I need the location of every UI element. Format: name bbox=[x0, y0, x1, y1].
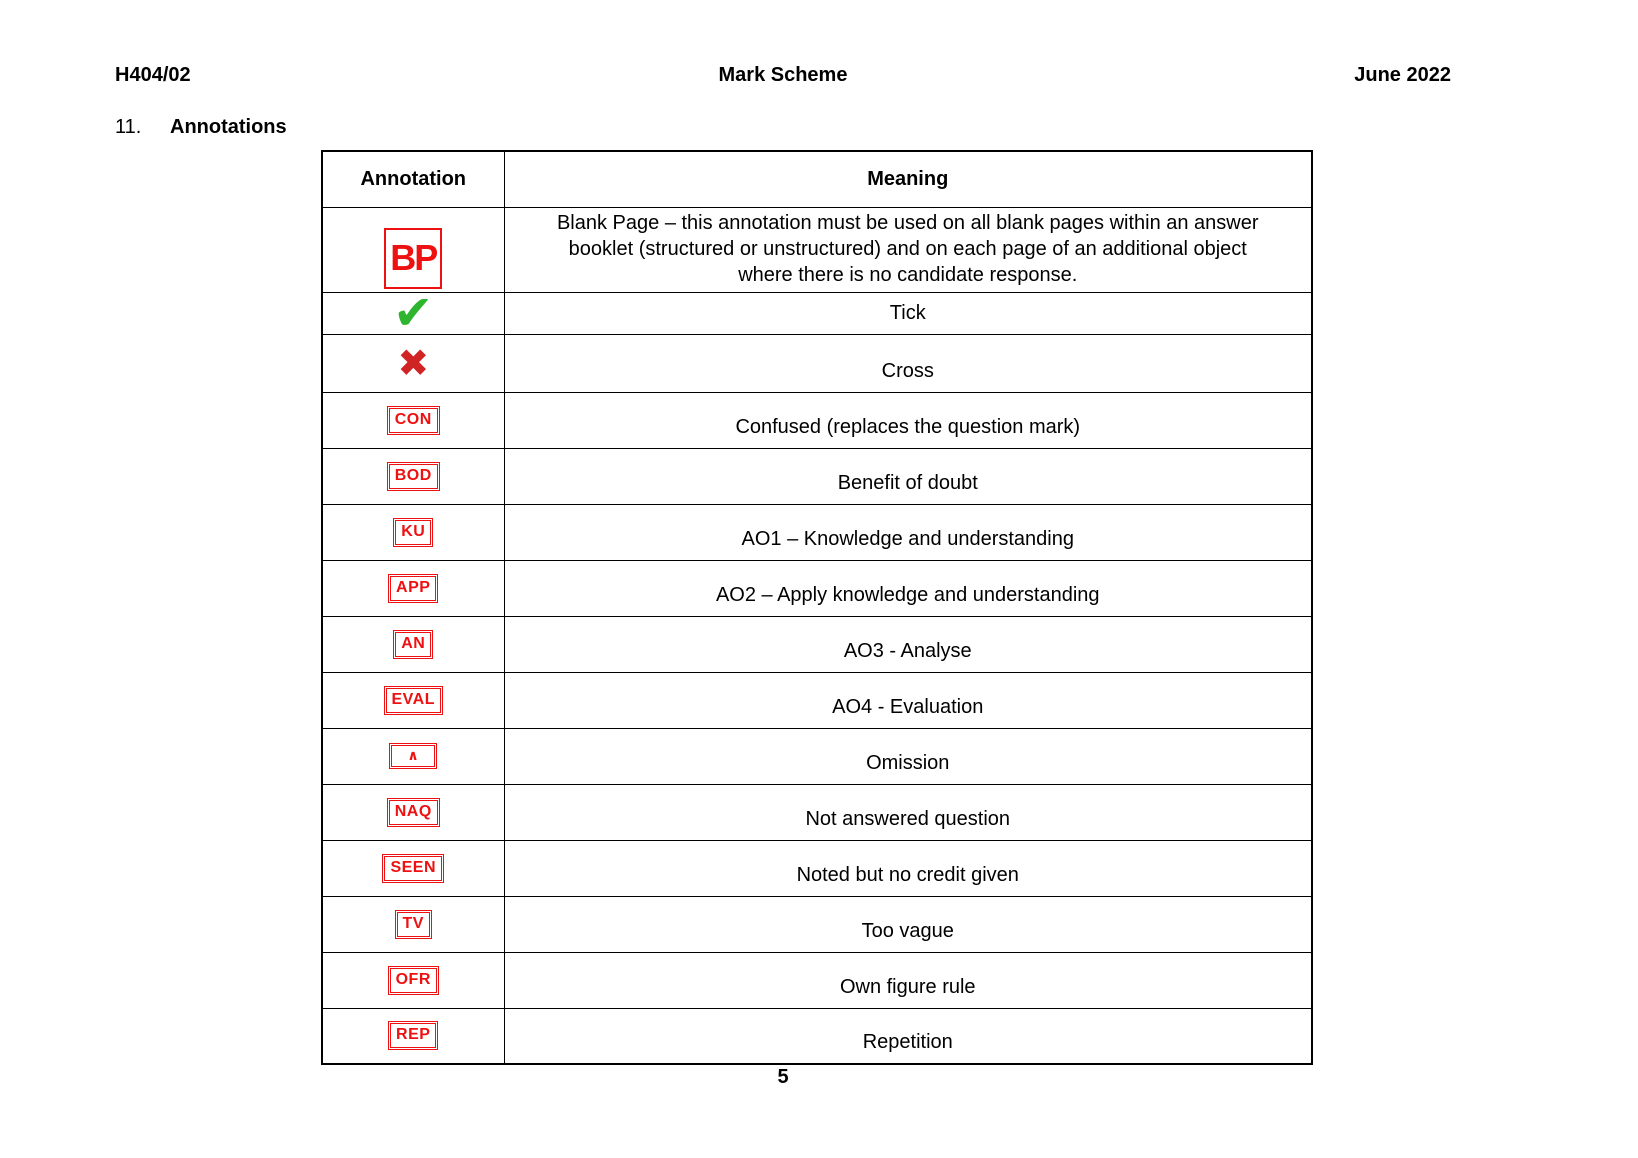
meaning-text: Benefit of doubt bbox=[504, 448, 1312, 504]
cross-icon: ✖ bbox=[397, 340, 430, 385]
table-header-row bbox=[322, 151, 1312, 207]
app-badge-icon: APP bbox=[388, 574, 438, 603]
meaning-text: Noted but no credit given bbox=[504, 840, 1312, 896]
table-row bbox=[322, 952, 1312, 1008]
document-code: H404/02 bbox=[115, 64, 191, 86]
rep-badge-icon: REP bbox=[388, 1021, 438, 1050]
annotation-cell bbox=[322, 207, 504, 292]
con-badge-icon: CON bbox=[387, 406, 440, 435]
column-header-meaning: Meaning bbox=[504, 151, 1312, 207]
page-header bbox=[115, 64, 1451, 87]
an-badge-icon: AN bbox=[393, 630, 433, 659]
table-row bbox=[322, 784, 1312, 840]
eval-badge-icon: EVAL bbox=[384, 686, 443, 715]
table-row bbox=[322, 334, 1312, 392]
annotation-cell bbox=[322, 616, 504, 672]
column-header-annotation: Annotation bbox=[322, 151, 504, 207]
table-row bbox=[322, 560, 1312, 616]
table-row bbox=[322, 1008, 1312, 1064]
annotation-table-body bbox=[322, 207, 1312, 1064]
meaning-text: AO2 – Apply knowledge and understanding bbox=[504, 560, 1312, 616]
meaning-text: Own figure rule bbox=[504, 952, 1312, 1008]
meaning-text: Omission bbox=[504, 728, 1312, 784]
meaning-text: Cross bbox=[504, 334, 1312, 392]
meaning-text: Tick bbox=[504, 292, 1312, 334]
meaning-text: Blank Page – this annotation must be used on all blank pages within an answer booklet (structured or unstructured) and on each page of an additional object where there is no candidate response. bbox=[504, 207, 1312, 292]
meaning-text: Repetition bbox=[504, 1008, 1312, 1064]
annotation-cell bbox=[322, 896, 504, 952]
table-row bbox=[322, 840, 1312, 896]
annotation-cell bbox=[322, 334, 504, 392]
bp-badge-icon: BP bbox=[384, 228, 442, 289]
table-row bbox=[322, 448, 1312, 504]
meaning-text: Not answered question bbox=[504, 784, 1312, 840]
section-title: Annotations bbox=[170, 116, 287, 138]
meaning-text: AO4 - Evaluation bbox=[504, 672, 1312, 728]
ofr-badge-icon: OFR bbox=[388, 966, 439, 995]
annotation-cell bbox=[322, 784, 504, 840]
section-heading bbox=[115, 116, 287, 139]
meaning-text: AO3 - Analyse bbox=[504, 616, 1312, 672]
meaning-text: Confused (replaces the question mark) bbox=[504, 392, 1312, 448]
tick-icon: ✔ bbox=[393, 284, 434, 341]
annotation-cell bbox=[322, 560, 504, 616]
bod-badge-icon: BOD bbox=[387, 462, 440, 491]
annotation-cell bbox=[322, 392, 504, 448]
annotation-cell bbox=[322, 952, 504, 1008]
table-row bbox=[322, 728, 1312, 784]
annotation-cell bbox=[322, 284, 504, 341]
annotations-table bbox=[321, 150, 1313, 1065]
table-row bbox=[322, 616, 1312, 672]
annotation-cell bbox=[322, 1008, 504, 1064]
naq-badge-icon: NAQ bbox=[387, 798, 440, 827]
meaning-text: Too vague bbox=[504, 896, 1312, 952]
meaning-text: AO1 – Knowledge and understanding bbox=[504, 504, 1312, 560]
document-title: Mark Scheme bbox=[718, 64, 848, 86]
table-row bbox=[322, 504, 1312, 560]
omission-caret-icon: ∧ bbox=[389, 743, 437, 769]
annotation-cell bbox=[322, 448, 504, 504]
annotation-cell bbox=[322, 840, 504, 896]
annotation-cell bbox=[322, 504, 504, 560]
table-row bbox=[322, 207, 1312, 292]
ku-badge-icon: KU bbox=[393, 518, 433, 547]
table-row bbox=[322, 292, 1312, 334]
tv-badge-icon: TV bbox=[395, 910, 432, 939]
table-row bbox=[322, 672, 1312, 728]
annotation-cell bbox=[322, 728, 504, 784]
document-date: June 2022 bbox=[1354, 64, 1451, 86]
page-number: 5 bbox=[777, 1066, 789, 1088]
table-row bbox=[322, 896, 1312, 952]
seen-badge-icon: SEEN bbox=[382, 854, 444, 883]
table-row bbox=[322, 392, 1312, 448]
section-number: 11. bbox=[115, 116, 142, 138]
annotation-cell bbox=[322, 672, 504, 728]
